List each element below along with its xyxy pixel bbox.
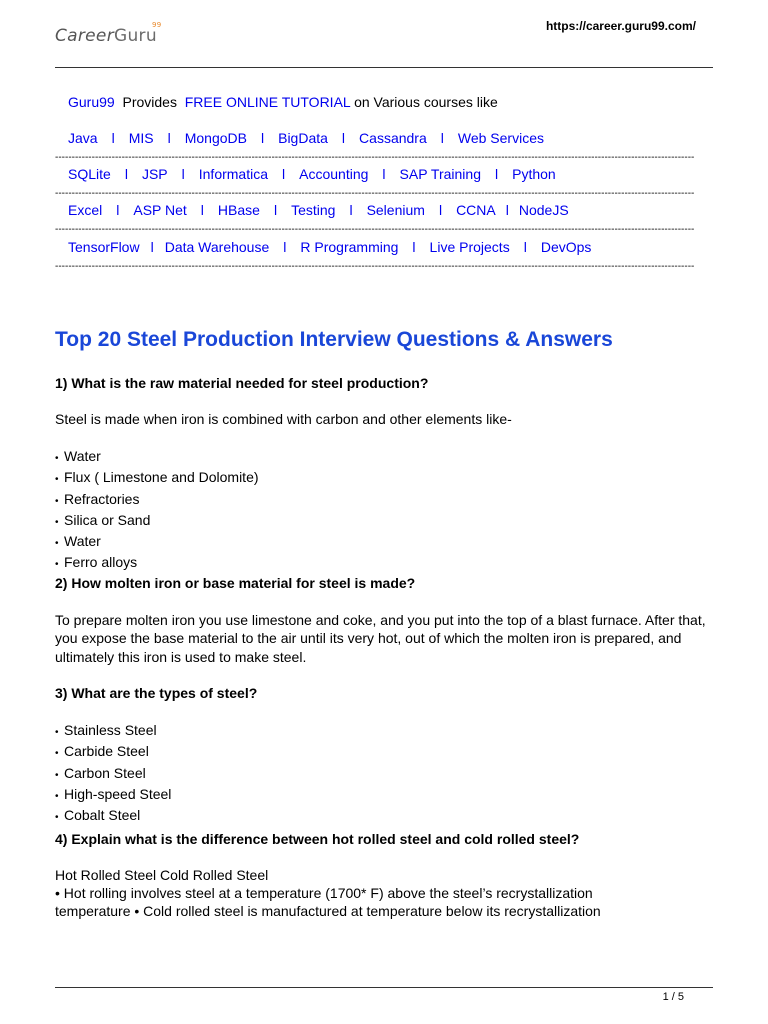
course-link-mongodb[interactable]: MongoDB xyxy=(184,130,247,146)
course-link-data-warehouse[interactable]: Data Warehouse xyxy=(164,239,270,255)
logo-career-text: Career xyxy=(55,26,114,46)
course-link-sap-training[interactable]: SAP Training xyxy=(399,166,481,182)
dashed-divider: ------------------------------------------------------------------------------------------------------------------------------------------------------------------------------------------------ xyxy=(55,262,695,272)
course-separator: l xyxy=(181,166,185,182)
course-separator: l xyxy=(341,130,346,146)
article-title: Top 20 Steel Production Interview Questions & Answers xyxy=(55,328,613,351)
course-separator: l xyxy=(260,130,265,146)
careerguru-logo[interactable] xyxy=(55,21,162,46)
answer-1-intro: Steel is made when iron is combined with carbon and other elements like- xyxy=(55,411,512,427)
course-separator: l xyxy=(167,130,171,146)
course-separator: l xyxy=(111,130,115,146)
course-row-3 xyxy=(68,202,569,218)
course-link-r-programming[interactable]: R Programming xyxy=(300,239,399,255)
course-separator: l xyxy=(124,166,128,182)
question-4: 4) Explain what is the difference between hot rolled steel and cold rolled steel? xyxy=(55,831,580,847)
question-1: 1) What is the raw material needed for steel production? xyxy=(55,375,429,391)
page-number: 1 / 5 xyxy=(662,991,684,1003)
course-link-hbase[interactable]: HBase xyxy=(217,202,260,218)
site-url-link[interactable]: https://career.guru99.com/ xyxy=(545,19,696,33)
course-link-devops[interactable]: DevOps xyxy=(540,239,592,255)
course-separator: l xyxy=(349,202,353,218)
course-link-sqlite[interactable]: SQLite xyxy=(68,166,111,182)
course-separator: l xyxy=(440,130,444,146)
footer-divider xyxy=(55,987,713,988)
course-separator: l xyxy=(282,166,286,182)
list-item: • Carbide Steel xyxy=(55,742,171,763)
course-link-python[interactable]: Python xyxy=(512,166,556,182)
question-3: 3) What are the types of steel? xyxy=(55,685,258,701)
course-link-nodejs[interactable]: NodeJS xyxy=(518,202,569,218)
list-item: • Flux ( Limestone and Dolomite) xyxy=(55,468,259,489)
answer-4-line-1: • Hot rolling involves steel at a temperature (1700* F) above the steel’s recrystallization xyxy=(55,885,593,901)
course-link-asp-net[interactable]: ASP Net xyxy=(133,202,187,218)
dashed-divider: ------------------------------------------------------------------------------------------------------------------------------------------------------------------------------------------------ xyxy=(55,225,695,235)
course-separator: l xyxy=(150,239,154,255)
course-separator: l xyxy=(495,166,499,182)
answer-3-list xyxy=(55,721,171,827)
course-separator: l xyxy=(116,202,120,218)
course-separator: l xyxy=(273,202,278,218)
course-link-informatica[interactable]: Informatica xyxy=(198,166,268,182)
dashed-divider: ------------------------------------------------------------------------------------------------------------------------------------------------------------------------------------------------ xyxy=(55,153,695,163)
course-separator: l xyxy=(382,166,386,182)
list-item: • Silica or Sand xyxy=(55,511,259,532)
course-row-1 xyxy=(68,130,544,146)
list-item: • Refractories xyxy=(55,490,259,511)
course-link-jsp[interactable]: JSP xyxy=(141,166,168,182)
list-item: • Cobalt Steel xyxy=(55,806,171,827)
answer-2: To prepare molten iron you use limestone and coke, and you put into the top of a blast furnace. After that, you expose the base material to the air until its very hot, out of which the molten iron is prepared, and ultimately this iron is used to make steel. xyxy=(55,612,706,665)
course-row-2 xyxy=(68,166,556,182)
course-link-java[interactable]: Java xyxy=(68,130,98,146)
course-link-ccna[interactable]: CCNA xyxy=(456,202,496,218)
list-item: • Water xyxy=(55,447,259,468)
course-link-selenium[interactable]: Selenium xyxy=(366,202,425,218)
course-link-excel[interactable]: Excel xyxy=(68,202,103,218)
course-separator: l xyxy=(438,202,443,218)
course-link-testing[interactable]: Testing xyxy=(291,202,336,218)
course-link-accounting[interactable]: Accounting xyxy=(299,166,369,182)
answer-4-line-2: temperature • Cold rolled steel is manufactured at temperature below its recrystallization xyxy=(55,903,601,919)
dashed-divider: ------------------------------------------------------------------------------------------------------------------------------------------------------------------------------------------------ xyxy=(55,189,695,199)
list-item: • Carbon Steel xyxy=(55,764,171,785)
logo-guru-text: Guru xyxy=(113,26,157,46)
logo-99-superscript: 99 xyxy=(152,21,162,29)
answer-4-heading: Hot Rolled Steel Cold Rolled Steel xyxy=(55,867,269,883)
course-separator: l xyxy=(412,239,416,255)
course-link-live-projects[interactable]: Live Projects xyxy=(429,239,510,255)
list-item: • High-speed Steel xyxy=(55,785,171,806)
course-link-tensorflow[interactable]: TensorFlow xyxy=(68,239,140,255)
course-link-mis[interactable]: MIS xyxy=(128,130,154,146)
course-separator: l xyxy=(200,202,204,218)
promo-tail-text: on Various courses like xyxy=(354,94,498,110)
course-link-web-services[interactable]: Web Services xyxy=(457,130,544,146)
course-link-bigdata[interactable]: BigData xyxy=(278,130,328,146)
header-divider xyxy=(55,67,713,68)
course-separator: l xyxy=(283,239,287,255)
list-item: • Water xyxy=(55,532,259,553)
promo-line xyxy=(68,94,498,110)
course-link-cassandra[interactable]: Cassandra xyxy=(359,130,427,146)
course-separator: l xyxy=(523,239,527,255)
answer-1-list xyxy=(55,447,259,575)
guru99-link[interactable]: Guru99 xyxy=(68,94,115,110)
course-row-4 xyxy=(68,239,591,255)
free-tutorial-link[interactable]: FREE ONLINE TUTORIAL xyxy=(184,94,351,110)
course-separator: l xyxy=(505,202,509,218)
list-item: • Ferro alloys xyxy=(55,553,259,574)
promo-provides-text: Provides xyxy=(122,94,177,110)
question-2: 2) How molten iron or base material for steel is made? xyxy=(55,575,416,591)
list-item: • Stainless Steel xyxy=(55,721,171,742)
